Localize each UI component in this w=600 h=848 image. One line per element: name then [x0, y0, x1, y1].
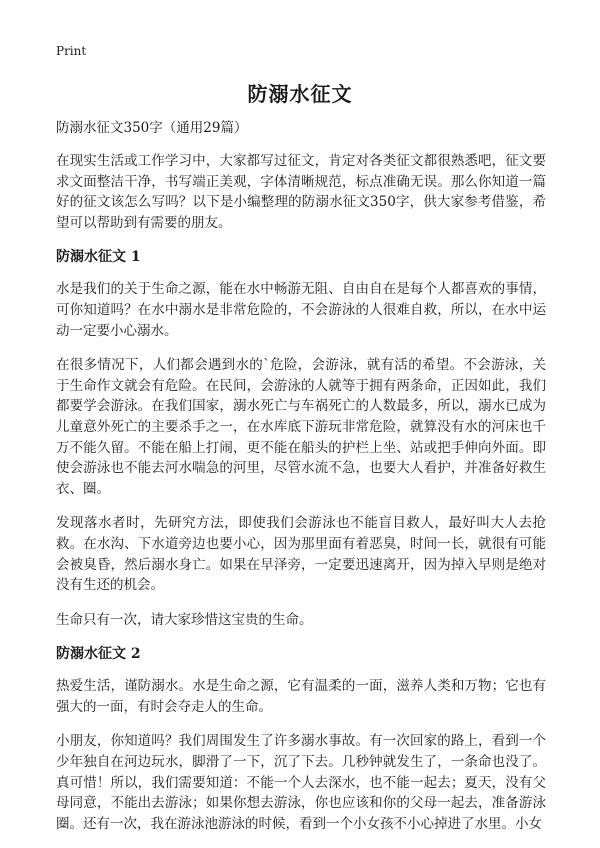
section-heading: 防溺水征文 2 — [56, 646, 141, 663]
paragraph: 在很多情况下，人们都会遇到水的`危险，会游泳，就有活的希望。不会游泳，关于生命作文就会有危险。在民间，会游泳的人就等于拥有两条命，正因如此，我们都要学会游泳。在我们国家，溺水死亡与车祸死亡的人数最多，所以，溺水已成为儿童意外死亡的主要杀手之一，在水库底下游玩非常危险，就算没有水的河床也千万不能久留。不能在船上打闹，更不能在船头的护栏上坐、站或把手伸向外面。即使会游泳也不能去河水喘急的河里，尽管水流不急，也要大人看护，并准备好救生衣、圈。 — [56, 357, 546, 497]
paragraph: 水是我们的关于生命之源，能在水中畅游无阻、自由自在是每个人都喜欢的事情，可你知道吗？在水中溺水是非常危险的，不会游泳的人很难自救，所以，在水中运动一定要小心溺水。 — [56, 281, 546, 339]
print-link[interactable]: Print — [56, 44, 87, 58]
document-subtitle: 防溺水征文350字（通用29篇） — [56, 120, 248, 136]
section-heading: 防溺水征文 1 — [56, 249, 141, 266]
paragraph: 小朋友，你知道吗？我们周围发生了许多溺水事故。有一次回家的路上，看到一个少年独自在河边玩水，脚滑了一下，沉了下去。几秒钟就发生了，一条命也没了。真可惜！所以，我们需要知道：不能一个人去深水，也不能一起去；夏天，没有父母同意，不能出去游泳；如果你想去游泳，你也应该和你的父母一起去，准备游泳圈。还有一次，我在游泳池游泳的时候，看到一个小女孩不小心掉进了水里。小女 — [56, 733, 546, 832]
paragraph: 生命只有一次，请大家珍惜这宝贵的生命。 — [56, 611, 313, 628]
document-body — [56, 118, 546, 848]
intro-paragraph: 在现实生活或工作学习中，大家都写过征文，肯定对各类征文都很熟悉吧，征文要求文面整洁干净，书写端正美观，字体清晰规范，标点准确无误。那么你知道一篇好的征文该怎么写吗？以下是小编整理的防溺水征文350字，供大家参考借鉴，希望可以帮助到有需要的朋友。 — [56, 153, 546, 231]
paragraph: 发现落水者时，先研究方法，即使我们会游泳也不能盲目救人，最好叫大人去抢救。在水沟、下水道旁边也要小心，因为那里面有着恶臭，时间一长，就很有可能会被臭昏，然后溺水身亡。如果在早泽旁，一定要迅速离开，因为掉入早则是绝对没有生还的机会。 — [56, 515, 546, 594]
document-title: 防溺水征文 — [247, 82, 353, 106]
paragraph: 热爱生活，谨防溺水。水是生命之源，它有温柔的一面，滋养人类和万物；它也有强大的一面，有时会夺走人的生命。 — [56, 678, 546, 715]
